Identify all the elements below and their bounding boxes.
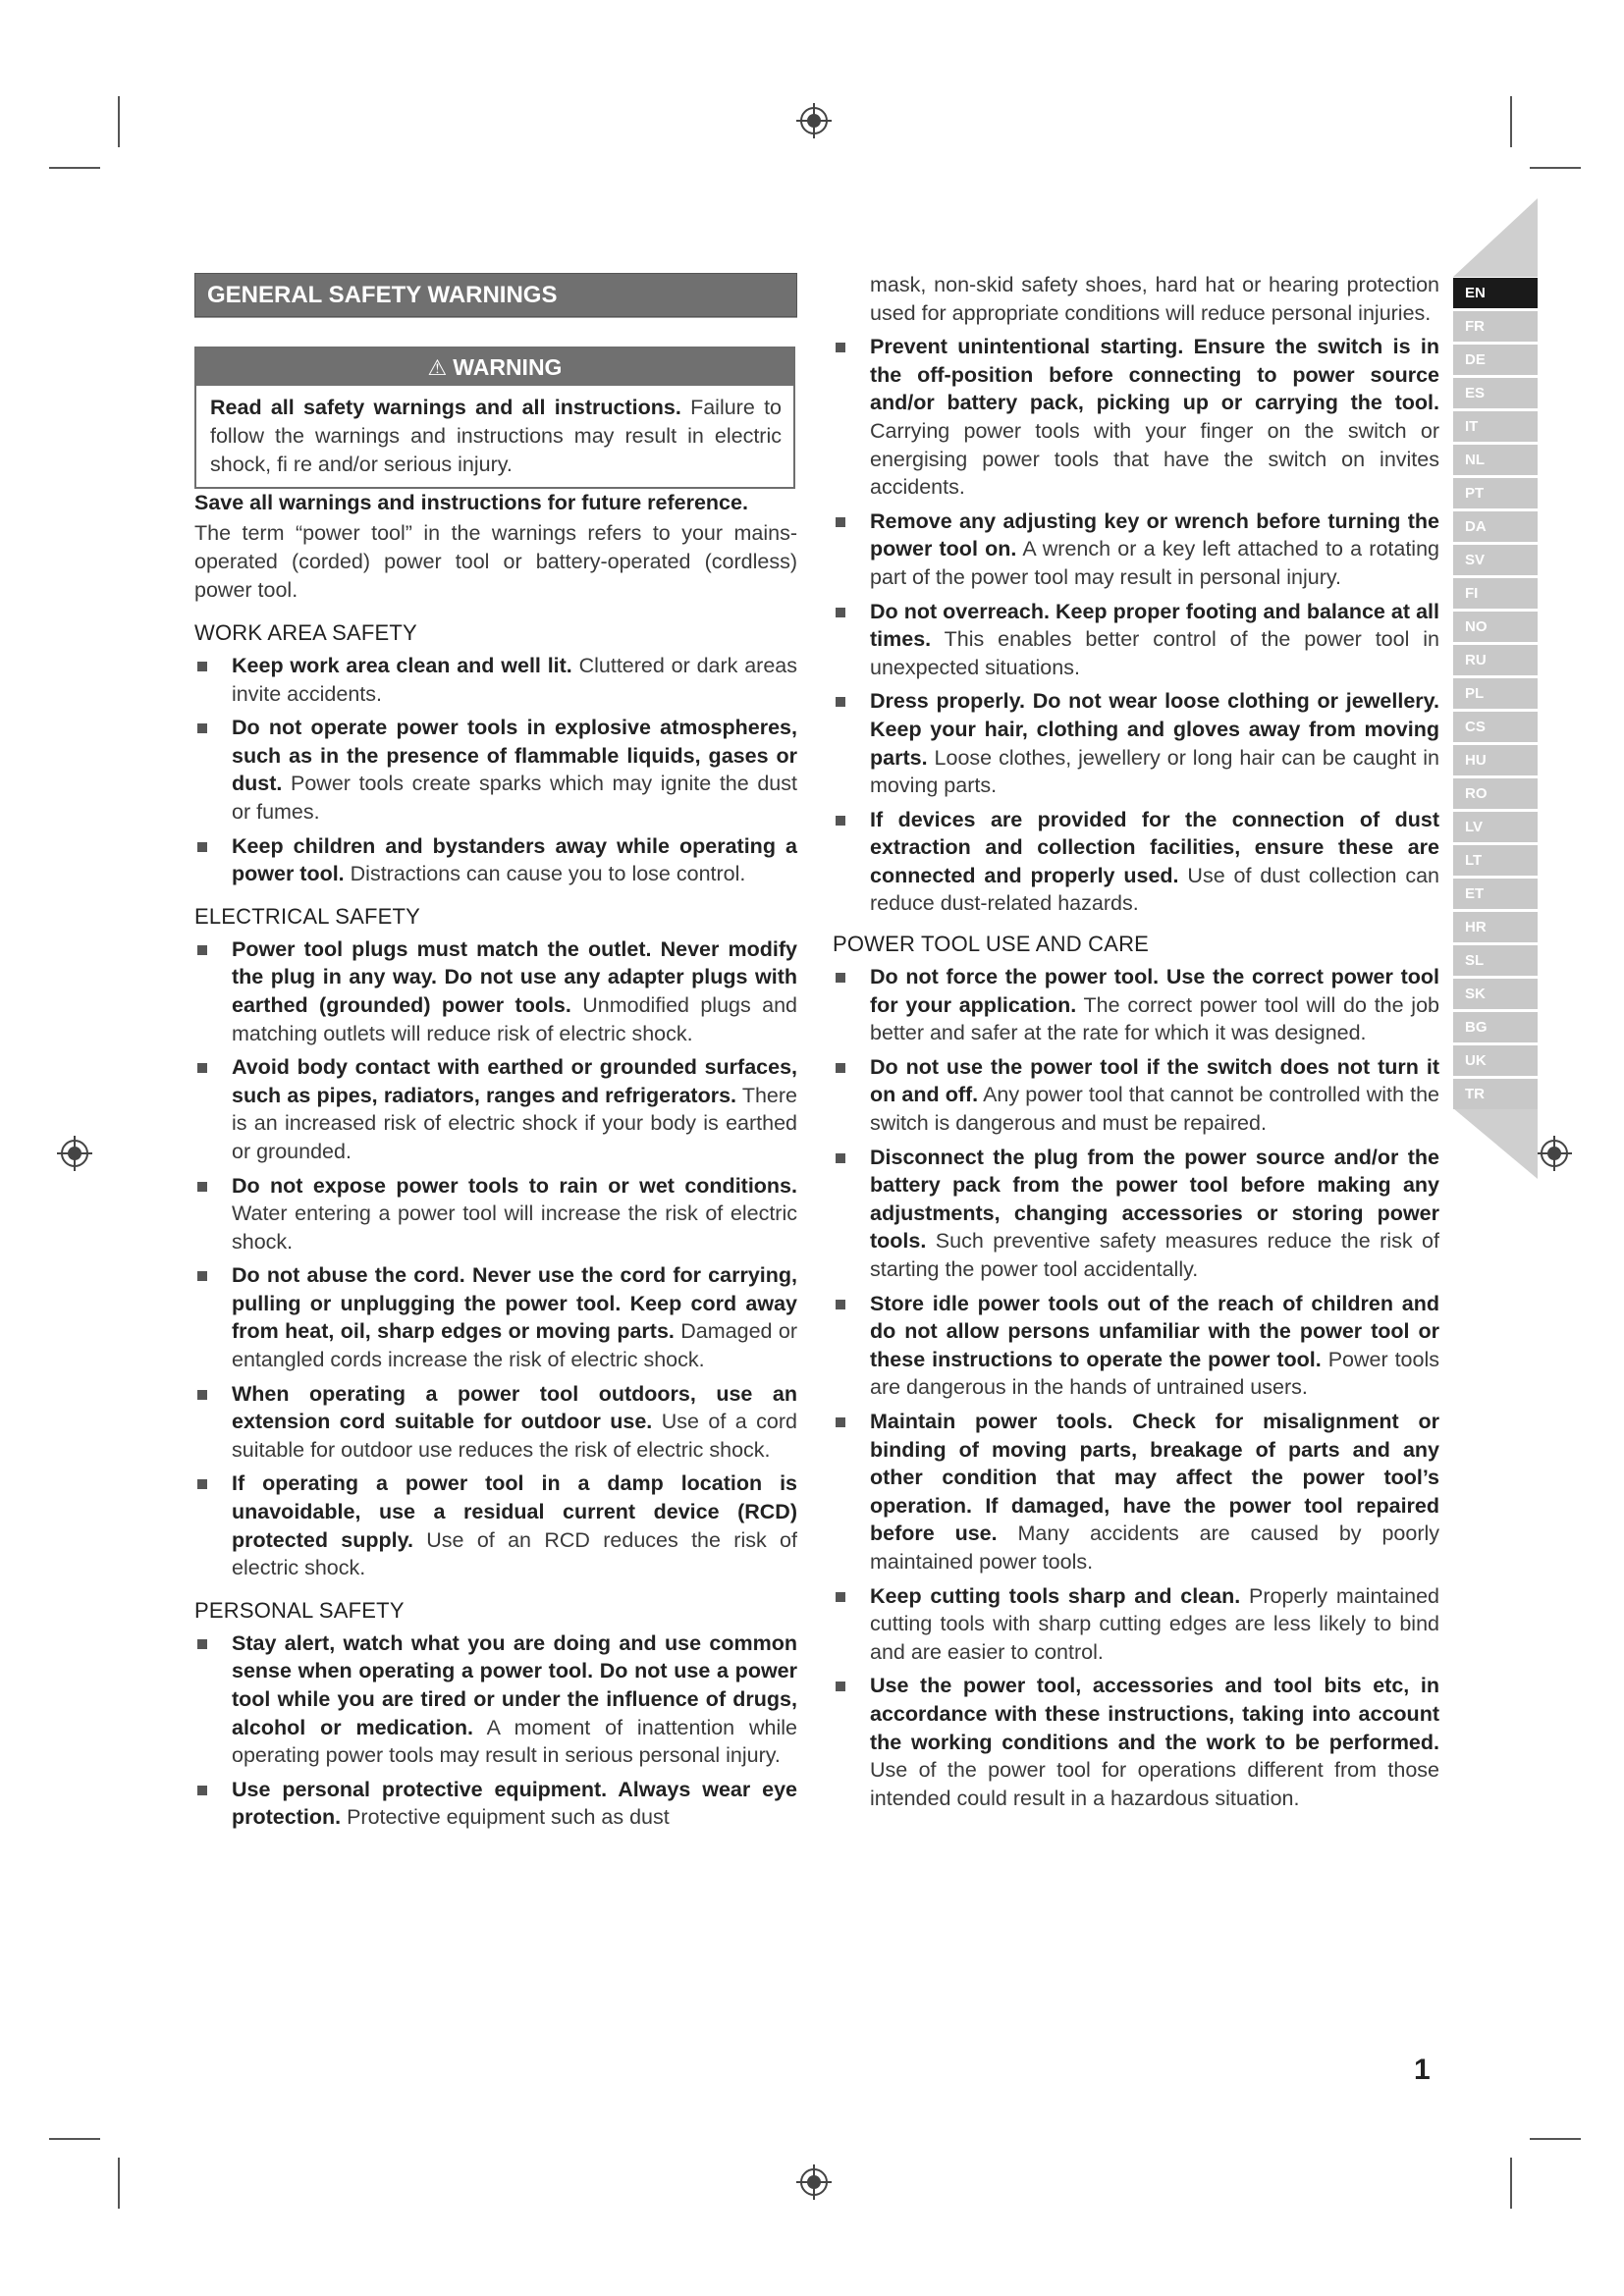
list-item: Keep children and bystanders away while operating a power tool. Distractions can cause you to lose control. [194,832,797,888]
list-item: Do not expose power tools to rain or wet conditions. Water entering a power tool will increase the risk of electric shock. [194,1172,797,1256]
language-tab[interactable]: NO [1453,612,1538,642]
right-column [833,271,1439,1818]
bullet-icon [197,1786,207,1795]
list-item: Avoid body contact with earthed or grounded surfaces, such as pipes, radiators, ranges and refrigerators. There is an increased risk of electric shock if your body is earthed or grounded. [194,1053,797,1165]
bullet-icon [836,343,845,352]
language-tab[interactable]: EN [1453,278,1538,308]
list-item: Maintain power tools. Check for misalignment or binding of moving parts, breakage of parts and any other condition that may affect the power tool’s operation. If damaged, have the power tool repaired before use. Many accidents are caused by poorly maintained power tools. [833,1408,1439,1576]
list-item: Do not abuse the cord. Never use the cord for carrying, pulling or unplugging the power tool. Keep cord away from heat, oil, sharp edges or moving parts. Damaged or entangled cords increase the risk of electric shock. [194,1261,797,1373]
language-tab[interactable]: PL [1453,678,1538,709]
registration-mark-icon [794,101,834,140]
bullet-icon [197,1063,207,1073]
list-item: Disconnect the plug from the power source and/or the battery pack from the power tool before making any adjustments, changing accessories or storing power tools. Such preventive safety measures reduce the risk of starting the power tool accidentally. [833,1144,1439,1284]
registration-mark-icon [1535,1134,1574,1173]
personal-list-continued [833,333,1439,918]
list-item: Do not force the power tool. Use the correct power tool for your application. The correct power tool will do the job better and safer at the rate for which it was designed. [833,963,1439,1047]
section-heading-electrical: ELECTRICAL SAFETY [194,903,420,929]
bullet-icon [836,697,845,707]
language-tab[interactable]: FI [1453,578,1538,609]
section-banner: GENERAL SAFETY WARNINGS [194,273,797,317]
list-item: Keep work area clean and well lit. Cluttered or dark areas invite accidents. [194,652,797,708]
tab-strip-bottom-triangle [1453,1108,1538,1179]
warning-header [196,348,793,386]
language-tab[interactable]: ET [1453,879,1538,909]
list-item: Store idle power tools out of the reach of children and do not allow persons unfamiliar with the power tool or these instructions to operate the power tool. Power tools are dangerous in the hands of untrained users. [833,1290,1439,1402]
language-tab[interactable]: HR [1453,912,1538,942]
list-item-continuation: mask, non-skid safety shoes, hard hat or hearing protection used for appropriate conditions will reduce personal injuries. [870,273,1439,325]
language-tab[interactable]: CS [1453,712,1538,742]
power-tool-use-list [833,963,1439,1812]
language-tab[interactable]: BG [1453,1012,1538,1042]
language-tab[interactable]: ES [1453,378,1538,408]
language-tab[interactable]: UK [1453,1045,1538,1076]
warning-box [194,347,795,489]
language-tab[interactable]: SL [1453,945,1538,976]
list-item: If operating a power tool in a damp location is unavoidable, use a residual current device (RCD) protected supply. Use of an RCD reduces the risk of electric shock. [194,1469,797,1581]
language-tab[interactable]: LT [1453,845,1538,876]
warning-triangle-icon: ⚠ [427,355,448,380]
bullet-icon [836,1153,845,1163]
crop-mark [1530,167,1581,169]
crop-mark [49,2138,100,2140]
section-heading-work-area: WORK AREA SAFETY [194,620,417,645]
list-item: Keep cutting tools sharp and clean. Properly maintained cutting tools with sharp cutting edges are less likely to bind and are easier to control. [833,1582,1439,1667]
left-column [194,273,797,1838]
crop-mark [49,167,100,169]
language-tab[interactable]: SV [1453,545,1538,575]
list-item: If devices are provided for the connection of dust extraction and collection facilities, ensure these are connected and properly used. Use of dust collection can reduce dust-related hazards. [833,806,1439,918]
bullet-icon [836,1063,845,1073]
warning-body: Read all safety warnings and all instructions. Failure to follow the warnings and instructions may result in electric shock, fi re and/or serious injury. [210,396,782,476]
bullet-icon [836,1300,845,1309]
crop-mark [1530,2138,1581,2140]
language-tab[interactable]: DA [1453,511,1538,542]
bullet-icon [836,517,845,527]
list-item: Stay alert, watch what you are doing and use common sense when operating a power tool. Do not use a power tool while you are tired or under the influence of drugs, alcohol or medication. A moment of inattention while operating power tools may result in serious personal injury. [194,1629,797,1770]
warning-title: WARNING [453,354,563,380]
list-item: Prevent unintentional starting. Ensure the switch is in the off-position before connecting to power source and/or battery pack, picking up or carrying the tool. Carrying power tools with your finger on the switch or energising power tools that have the switch on invites accidents. [833,333,1439,502]
language-tab[interactable]: TR [1453,1079,1538,1109]
bullet-icon [836,1417,845,1427]
list-item: Use the power tool, accessories and tool bits etc, in accordance with these instructions, taking into account the working conditions and the work to be performed. Use of the power tool for operations different from those intended could result in a hazardous situation. [833,1672,1439,1812]
crop-mark [1510,2158,1512,2209]
section-heading-personal: PERSONAL SAFETY [194,1597,405,1623]
bullet-icon [197,1639,207,1649]
crop-mark [118,96,120,147]
bullet-icon [197,945,207,955]
registration-mark-icon [794,2163,834,2202]
language-tab[interactable]: SK [1453,979,1538,1009]
language-tab[interactable]: DE [1453,345,1538,375]
crop-mark [1510,96,1512,147]
work-area-list [194,652,797,888]
list-item: Do not operate power tools in explosive atmospheres, such as in the presence of flammable liquids, gases or dust. Power tools create sparks which may ignite the dust or fumes. [194,714,797,826]
bullet-icon [836,973,845,983]
language-tab[interactable]: RO [1453,778,1538,809]
bullet-icon [836,1682,845,1691]
bullet-icon [197,1479,207,1489]
language-tab[interactable]: LV [1453,812,1538,842]
crop-mark [118,2158,120,2209]
bullet-icon [197,1271,207,1281]
personal-list [194,1629,797,1832]
bullet-icon [197,662,207,671]
list-item: Remove any adjusting key or wrench before turning the power tool on. A wrench or a key left attached to a rotating part of the power tool may result in personal injury. [833,507,1439,592]
bullet-icon [197,1390,207,1400]
list-item: Do not use the power tool if the switch does not turn it on and off. Any power tool that cannot be controlled with the switch is dangerous and must be repaired. [833,1053,1439,1138]
section-heading-power-tool-use: POWER TOOL USE AND CARE [833,932,1150,957]
language-tab[interactable]: FR [1453,311,1538,342]
language-tab[interactable]: HU [1453,745,1538,775]
bullet-icon [197,842,207,852]
language-tab[interactable]: RU [1453,645,1538,675]
bullet-icon [197,1182,207,1192]
list-item: Power tool plugs must match the outlet. Never modify the plug in any way. Do not use any adapter plugs with earthed (grounded) power tools. Unmodified plugs and matching outlets will reduce risk of electric shock. [194,935,797,1047]
language-tab[interactable]: NL [1453,445,1538,475]
list-item: When operating a power tool outdoors, use an extension cord suitable for outdoor use. Use of a cord suitable for outdoor use reduces the risk of electric shock. [194,1380,797,1465]
page-number: 1 [1414,2054,1431,2086]
language-tab[interactable]: PT [1453,478,1538,508]
registration-mark-icon [55,1134,94,1173]
list-item: Do not overreach. Keep proper footing and balance at all times. This enables better control of the power tool in unexpected situations. [833,598,1439,682]
bullet-icon [197,723,207,733]
language-tab[interactable]: IT [1453,411,1538,442]
bullet-icon [836,816,845,826]
electrical-list [194,935,797,1582]
power-tool-term: The term “power tool” in the warnings refers to your mains-operated (corded) power tool or battery-operated (cordless) power tool. [194,521,797,602]
list-item: Dress properly. Do not wear loose clothing or jewellery. Keep your hair, clothing and gloves away from moving parts. Loose clothes, jewellery or long hair can be caught in moving parts. [833,687,1439,799]
tab-strip-top-triangle [1453,198,1538,277]
list-item: Use personal protective equipment. Always wear eye protection. Protective equipment such as dust [194,1776,797,1832]
save-instructions: Save all warnings and instructions for future reference. [194,491,748,514]
bullet-icon [836,1592,845,1602]
language-tabs [1453,278,1538,1112]
bullet-icon [836,608,845,617]
